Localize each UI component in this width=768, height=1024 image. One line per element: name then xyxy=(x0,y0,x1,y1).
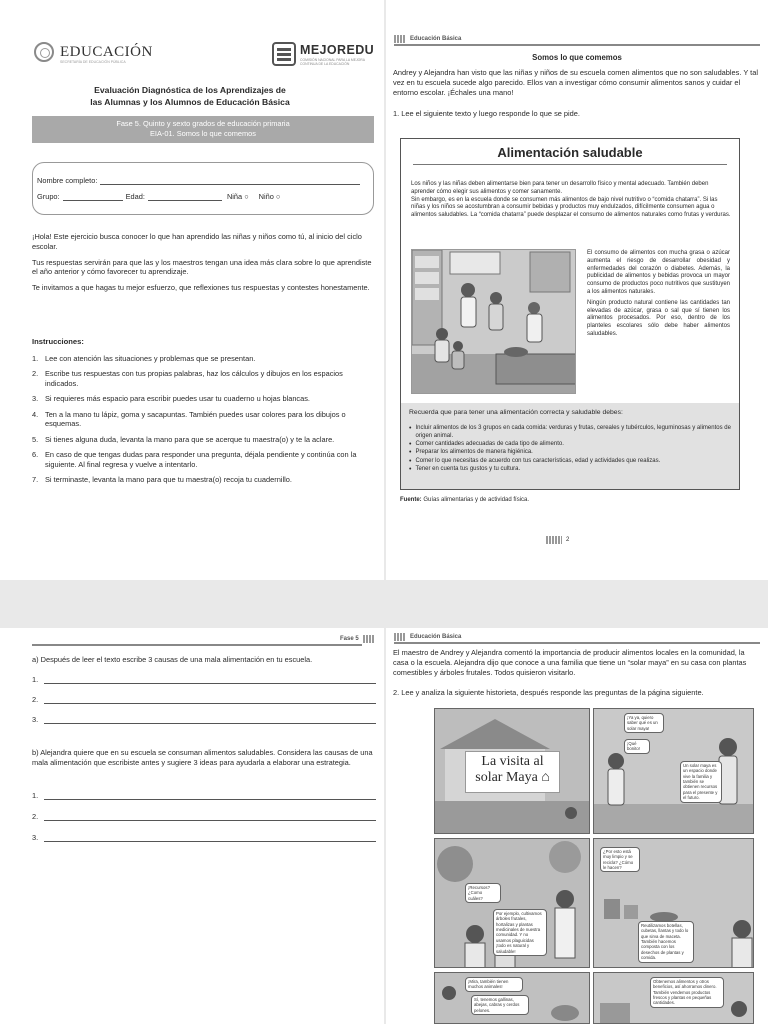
page-number xyxy=(546,536,569,544)
instruction-item xyxy=(32,475,378,485)
header-stripes-icon xyxy=(394,633,406,641)
instructions-title: Instrucciones: xyxy=(32,337,84,346)
speech-bubble: Por ejemplo, cultivamos árboles frutales, hortalizas y plantas medicinales de nuestra comunidad. Y no usamos plaguicidas ¡todo es natural y saludable! xyxy=(493,909,547,956)
answer-line[interactable] xyxy=(32,791,376,800)
comic-panel xyxy=(434,708,590,834)
speech-bubble: ¡Recursos? ¿Como cuáles? xyxy=(465,883,501,903)
instructions-section xyxy=(32,337,378,490)
instructions-list xyxy=(32,354,378,485)
speech-bubble: Obtenemos alimentos y otros beneficios, así ahorramos dinero. También vendemos productos frescos y plantas en pequeñas cantidades. xyxy=(650,977,724,1008)
tip-item xyxy=(409,425,731,441)
instruction-number: 2. xyxy=(32,369,39,379)
name-field[interactable] xyxy=(100,177,360,185)
comic-intro: El maestro de Andrey y Alejandra comentó la importancia de producir alimentos locales en la comunidad, la casa o la escuela. Alejandra dijo que conoce a una familia que tiene un “solar maya” en su casa con plantas comestibles y árboles frutales. Todos quisieron visitarlo. xyxy=(393,648,747,677)
document-title-line-1: Evaluación Diagnóstica de los Aprendizajes de xyxy=(94,85,286,95)
answer-number: 1. xyxy=(32,791,39,800)
educacion-logo-text: EDUCACIÓN xyxy=(60,43,153,60)
source-label: Fuente: xyxy=(400,497,422,503)
instruction-item xyxy=(32,369,378,389)
tip-text: • Incluir alimentos de los 3 grupos en cada comida: verduras y frutas, cereales y tubérculos, leguminosas y alimentos de origen animal. xyxy=(415,424,731,439)
answer-number: 2. xyxy=(32,695,39,704)
article-title-rule xyxy=(413,164,727,165)
tip-item xyxy=(409,441,731,449)
comic-title-line-1: La visita al xyxy=(481,754,544,769)
speech-bubble: Sí, tenemos gallinas, abejas, cabras y cerdos pelones. xyxy=(471,995,529,1015)
instruction-text: En caso de que tengas dudas para responder una pregunta, déjala pendiente y continúa con la siguiente. Al final regresa y vuelve a intentarlo. xyxy=(45,449,357,469)
article-intro xyxy=(411,181,731,220)
phase-band-line-2: EIA-01. Somos lo que comemos xyxy=(150,128,256,138)
question-2-prompt: 2. Lee y analiza la siguiente historieta, después responde las preguntas de la página siguiente. xyxy=(393,688,704,697)
instruction-number: 7. xyxy=(32,474,39,484)
name-row xyxy=(37,176,363,185)
mejoredu-logo-text: MEJOREDU xyxy=(300,43,375,57)
speech-bubble: ¡Ya ya, quiero saber qué es un solar maya! xyxy=(624,713,664,733)
instruction-text: Lee con atención las situaciones y problemas que se presentan. xyxy=(45,354,256,364)
section-intro: Andrey y Alejandra han visto que las niñas y niños de su escuela comen alimentos que no son saludables. Y tal vez en tu escuela sucede algo parecido. Ellos van a investigar cómo consumir alimentos sanos y cuidar el entorno escolar. ¡Échales una mano! xyxy=(393,68,758,97)
page-number-stripes-icon xyxy=(546,536,562,544)
comic-panel xyxy=(434,838,590,968)
instruction-item xyxy=(32,450,378,470)
group-row xyxy=(37,192,280,201)
answer-line[interactable] xyxy=(32,833,376,842)
comic-title-line-2-wrap xyxy=(466,770,559,786)
group-field[interactable] xyxy=(63,193,123,201)
answer-number: 3. xyxy=(32,833,39,842)
tip-item xyxy=(409,466,731,474)
answer-number: 2. xyxy=(32,812,39,821)
comic-title-card xyxy=(465,751,560,793)
instruction-text: Escribe tus respuestas con tus propias palabras, haz los cálculos y dibujos en los espacios indicados. xyxy=(45,369,343,389)
instruction-item xyxy=(32,394,378,404)
header-rule xyxy=(394,642,760,644)
mejoredu-logo xyxy=(272,42,376,70)
instruction-number: 1. xyxy=(32,354,39,364)
header-rule xyxy=(32,644,362,646)
instruction-item xyxy=(32,410,378,430)
page-questions xyxy=(0,628,384,1024)
speech-bubble: Un solar maya es un espacio donde vive la familia y también se obtienen recursos para el presente y el futuro. xyxy=(680,761,722,803)
comic-panel xyxy=(593,972,754,1024)
question-b-prompt: b) Alejandra quiere que en su escuela se consuman alimentos saludables. Considera las causas de una mala alimentación que escribiste antes y sugiere 3 ideas para ayudarla a elaborar una estrategia. xyxy=(32,748,373,767)
page-article xyxy=(386,0,768,580)
speech-bubble: ¿Por esto está muy limpio y se recicla? ¿Cómo le hacen? xyxy=(600,847,640,872)
boy-radio[interactable]: Niño ○ xyxy=(258,192,281,201)
section-title: Somos lo que comemos xyxy=(532,53,622,62)
instruction-number: 4. xyxy=(32,409,39,419)
article-side-text xyxy=(587,250,730,339)
kitchen-scene-icon xyxy=(412,250,576,394)
comic-strip xyxy=(434,708,754,1024)
tips-title: Recuerda que para tener una alimentación correcta y saludable debes: xyxy=(409,409,623,416)
educacion-logo-subtitle: SECRETARÍA DE EDUCACIÓN PÚBLICA xyxy=(60,60,126,64)
name-label: Nombre completo: xyxy=(37,176,98,185)
header-label: Educación Básica xyxy=(410,634,462,640)
article-paragraph: Sin embargo, es en la escuela donde se consumen más alimentos de bajo nivel nutritivo o “comida chatarra”. Si las niñas y los niños se acostumbran a consumir bebidas y productos muy endulzados, difícilmente consumen agua o alimentos saludables. La “comida chatarra” puede desplazar el consumo de alimentos naturales como frutas y verduras. xyxy=(411,196,731,219)
intro-paragraph: ¡Hola! Este ejercicio busca conocer lo que han aprendido las niñas y niños como tú, al inicio del ciclo escolar. xyxy=(32,232,362,251)
educacion-logo xyxy=(34,42,153,62)
phase-band xyxy=(32,116,374,143)
article-title: Alimentación saludable xyxy=(497,145,643,160)
instruction-text: Si requieres más espacio para escribir puedes usar tu cuaderno u hojas blancas. xyxy=(45,394,310,404)
intro-paragraph: Tus respuestas servirán para que las y los maestros tengan una idea más clara sobre lo que aprendiste el año anterior y cómo favorecer tu aprendizaje. xyxy=(32,257,372,277)
answer-field[interactable] xyxy=(44,833,376,842)
answer-field[interactable] xyxy=(44,675,376,684)
tip-item xyxy=(409,458,731,466)
intro-paragraphs xyxy=(32,232,378,299)
header-label: Fase 5 xyxy=(340,636,359,642)
instruction-item xyxy=(32,435,378,445)
instruction-text: Ten a la mano tu lápiz, goma y sacapuntas. También puedes usar colores para los dibujos o esquemas. xyxy=(45,409,346,429)
document-title xyxy=(40,84,340,109)
answer-line[interactable] xyxy=(32,695,376,704)
answer-field[interactable] xyxy=(44,791,376,800)
answer-line[interactable] xyxy=(32,675,376,684)
source-note xyxy=(400,497,529,503)
answer-number: 1. xyxy=(32,675,39,684)
article-paragraph: Ningún producto natural contiene las cantidades tan elevadas de azúcar, grasa o sal que sí tienen los alimentos procesados. Por eso, dentro de los planteles escolares sólo debe haber alimentos saludables. xyxy=(587,299,730,337)
student-info-form xyxy=(32,162,374,215)
comic-title-line-2: solar Maya xyxy=(475,770,538,786)
comic-panel xyxy=(593,708,754,834)
tips-list xyxy=(409,425,731,474)
page-comic xyxy=(386,628,768,1024)
source-text: Guías alimentarias y de actividad física. xyxy=(423,497,530,503)
house-icon: ⌂ xyxy=(541,770,550,786)
age-label: Edad: xyxy=(125,192,145,201)
question-a-prompt: a) Después de leer el texto escribe 3 causas de una mala alimentación en tu escuela. xyxy=(32,655,313,664)
comic-panel xyxy=(434,972,590,1024)
tip-text: • Preparar los alimentos de manera higiénica. xyxy=(415,449,533,456)
answer-field[interactable] xyxy=(44,812,376,821)
instruction-number: 5. xyxy=(32,434,39,444)
document-title-line-2: las Alumnas y los Alumnos de Educación Básica xyxy=(90,97,290,108)
mejoredu-mark-icon xyxy=(272,42,296,66)
intro-paragraph: Te invitamos a que hagas tu mejor esfuerzo, que reflexiones tus respuestas y contestes honestamente. xyxy=(32,283,370,293)
seal-icon xyxy=(34,42,54,62)
question-1-prompt: 1. Lee el siguiente texto y luego responde lo que se pide. xyxy=(393,109,580,118)
tip-text: • Comer cantidades adecuadas de cada tipo de alimento. xyxy=(415,440,564,447)
answer-line[interactable] xyxy=(32,715,376,724)
answer-line[interactable] xyxy=(32,812,376,821)
header-rule xyxy=(394,44,760,46)
page-number-text: 2 xyxy=(566,537,570,543)
header-label: Educación Básica xyxy=(410,36,462,42)
instruction-item xyxy=(32,354,378,364)
instruction-number: 6. xyxy=(32,449,39,459)
kitchen-illustration xyxy=(411,249,576,394)
page-cover xyxy=(0,0,384,580)
article-box xyxy=(400,138,740,490)
instruction-text: Si tienes alguna duda, levanta la mano para que se acerque tu maestra(o) y te la aclare. xyxy=(45,434,335,444)
age-field[interactable] xyxy=(148,193,222,201)
instruction-text: Si terminaste, levanta la mano para que tu maestra(o) recoja tu cuadernillo. xyxy=(45,474,292,484)
group-label: Grupo: xyxy=(37,192,60,201)
tip-item xyxy=(409,449,731,457)
mejoredu-logo-subtitle: COMISIÓN NACIONAL PARA LA MEJORA CONTINUA DE LA EDUCACIÓN xyxy=(300,58,365,67)
answer-field[interactable] xyxy=(44,715,376,724)
header-stripes-icon xyxy=(394,35,406,43)
tip-text: • Tener en cuenta tus gustos y tu cultura. xyxy=(415,465,521,472)
speech-bubble: ¡Mira, también tienen muchos animales! xyxy=(465,977,523,992)
comic-panel xyxy=(593,838,754,968)
phase-band-line-1: Fase 5. Quinto y sexto grados de educación primaria xyxy=(116,119,290,128)
tip-text: • Comer lo que necesitas de acuerdo con tus características, edad y actividades que realizas. xyxy=(415,457,661,464)
speech-bubble: ¡Qué bonito! xyxy=(624,739,650,754)
tips-box xyxy=(401,403,739,489)
article-paragraph: Los niños y las niñas deben alimentarse bien para tener un desarrollo físico y mental adecuado. También deben aprender cómo elegir sus alimentos y comer sanamente. xyxy=(411,181,709,195)
answer-number: 3. xyxy=(32,715,39,724)
children-walking-icon xyxy=(594,709,754,834)
speech-bubble: Reutilizamos botellas, cubetas, llantas y todo lo que sirva de maceta. También hacemos composta con los desechos de plantas y comida. xyxy=(638,921,694,963)
instruction-number: 3. xyxy=(32,394,39,404)
article-paragraph: El consumo de alimentos con mucha grasa o azúcar aumenta el riesgo de desarrollar obesidad y enfermedades del corazón o diabetes. Además, la publicidad de alimentos y bebidas provoca un mayor consumo de productos poco nutritivos que sustituyen a los alimentos naturales. xyxy=(587,250,730,295)
header-stripes-icon xyxy=(363,635,375,643)
answer-field[interactable] xyxy=(44,695,376,704)
girl-radio[interactable]: Niña ○ xyxy=(226,192,249,201)
